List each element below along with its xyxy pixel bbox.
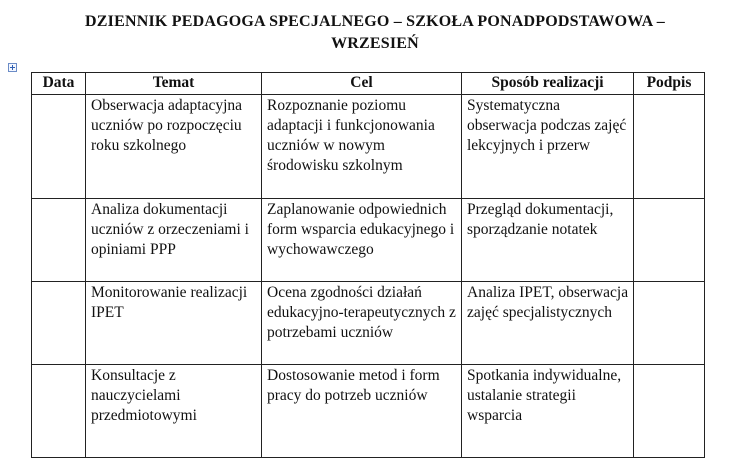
cell-cel[interactable]: Ocena zgodności działań edukacyjno-terapeutycznych z potrzebami uczniów xyxy=(262,282,462,365)
cell-temat[interactable]: Konsultacje z nauczycielami przedmiotowymi xyxy=(86,365,262,458)
header-sposob-realizacji: Sposób realizacji xyxy=(462,73,634,95)
cell-podpis[interactable] xyxy=(634,199,705,282)
document-title-month: WRZESIEŃ xyxy=(331,35,419,52)
cell-data[interactable] xyxy=(32,365,86,458)
table-header-row xyxy=(32,73,705,95)
cell-sposob[interactable]: Systematyczna obserwacja podczas zajęć lekcyjnych i przerw xyxy=(462,95,634,199)
cell-temat[interactable]: Monitorowanie realizacji IPET xyxy=(86,282,262,365)
table-row xyxy=(32,199,705,282)
cell-podpis[interactable] xyxy=(634,365,705,458)
cell-podpis[interactable] xyxy=(634,282,705,365)
table-move-icon[interactable] xyxy=(8,63,17,72)
cell-sposob[interactable]: Przegląd dokumentacji, sporządzanie notatek xyxy=(462,199,634,282)
header-temat: Temat xyxy=(86,73,262,95)
header-cel: Cel xyxy=(262,73,462,95)
table-row xyxy=(32,365,705,458)
table-row xyxy=(32,282,705,365)
document-title: DZIENNIK PEDAGOGA SPECJALNEGO – SZKOŁA PONADPODSTAWOWA – xyxy=(85,13,665,30)
cell-podpis[interactable] xyxy=(634,95,705,199)
cell-sposob[interactable]: Spotkania indywidualne, ustalanie strategii wsparcia xyxy=(462,365,634,458)
cell-data[interactable] xyxy=(32,199,86,282)
cell-sposob[interactable]: Analiza IPET, obserwacja zajęć specjalistycznych xyxy=(462,282,634,365)
cell-data[interactable] xyxy=(32,95,86,199)
cell-cel[interactable]: Zaplanowanie odpowiednich form wsparcia edukacyjnego i wychowawczego xyxy=(262,199,462,282)
header-podpis: Podpis xyxy=(634,73,705,95)
cell-cel[interactable]: Rozpoznanie poziomu adaptacji i funkcjonowania uczniów w nowym środowisku szkolnym xyxy=(262,95,462,199)
cell-cel[interactable]: Dostosowanie metod i form pracy do potrzeb uczniów xyxy=(262,365,462,458)
journal-table xyxy=(31,72,705,458)
cell-temat[interactable]: Obserwacja adaptacyjna uczniów po rozpoczęciu roku szkolnego xyxy=(86,95,262,199)
cell-data[interactable] xyxy=(32,282,86,365)
table-row xyxy=(32,95,705,199)
header-data: Data xyxy=(32,73,86,95)
cell-temat[interactable]: Analiza dokumentacji uczniów z orzeczeniami i opiniami PPP xyxy=(86,199,262,282)
